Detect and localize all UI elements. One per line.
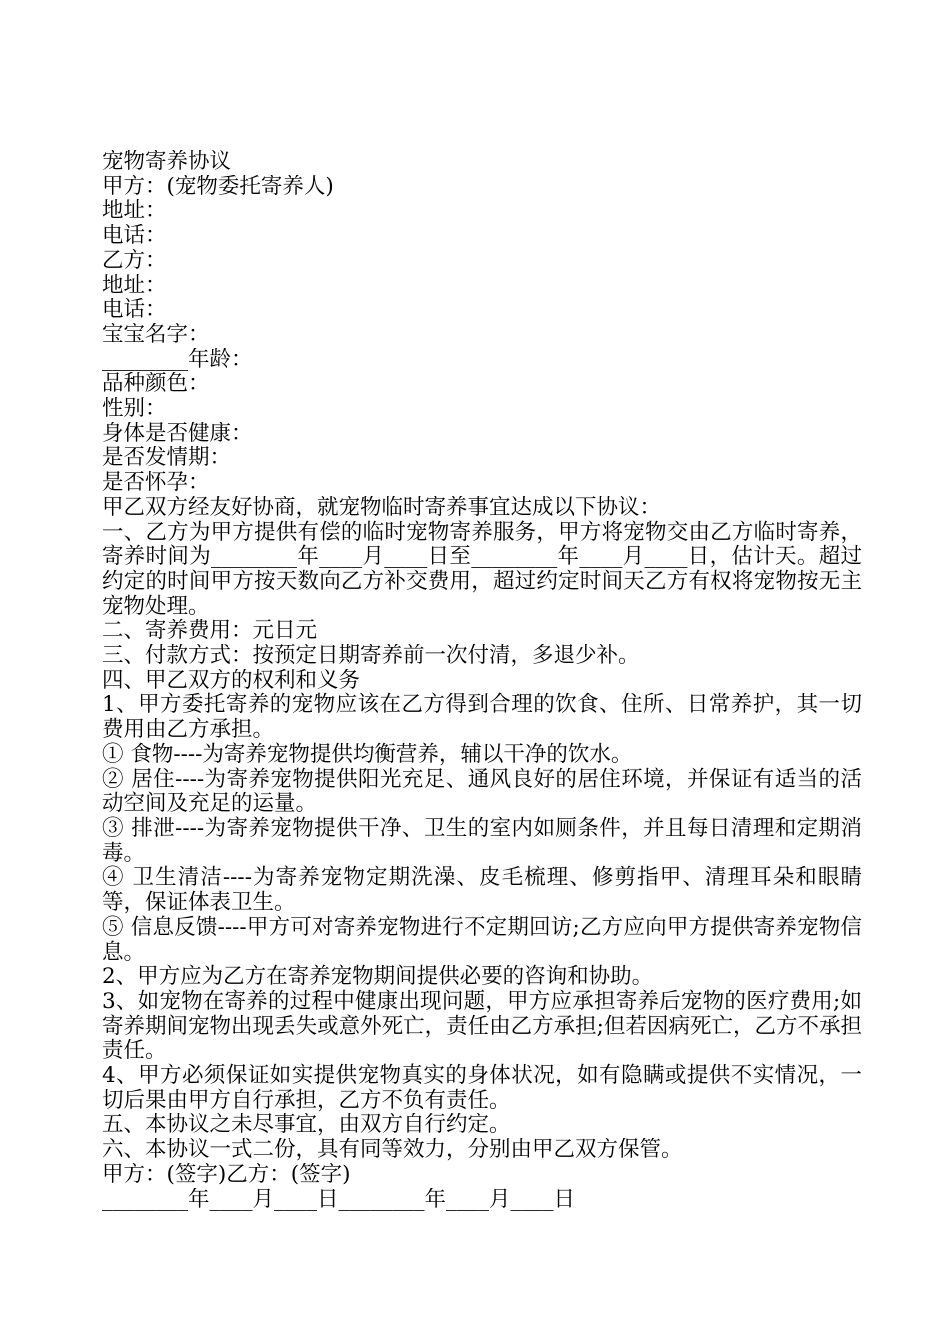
clause-4-item-3: 3、如宠物在寄养的过程中健康出现问题，甲方应承担寄养后宠物的医疗费用;如寄养期间宠物出现丢失或意外死亡，责任由乙方承担;但若因病死亡，乙方不承担责任。 xyxy=(102,988,862,1064)
clause-4-item-4: 4、甲方必须保证如实提供宠物真实的身体状况，如有隐瞒或提供不实情况，一切后果由甲方自行承担，乙方不负有责任。 xyxy=(102,1063,862,1113)
party-b-address: 地址： xyxy=(102,273,167,298)
clause-2: 二、寄养费用：元日元 xyxy=(102,619,318,644)
pet-name-field: 宝宝名字： xyxy=(102,322,210,347)
clause-3: 三、付款方式：按预定日期寄养前一次付清，多退少补。 xyxy=(102,644,640,669)
clause-5: 五、本协议之未尽事宜，由双方自行约定。 xyxy=(102,1113,511,1138)
party-a-line: 甲方：(宠物委托寄养人) xyxy=(102,174,334,199)
party-b-line: 乙方： xyxy=(102,248,167,273)
heat-field: 是否发情期： xyxy=(102,446,232,471)
gender-field: 性别： xyxy=(102,397,167,422)
party-b-phone: 电话： xyxy=(102,298,167,323)
clause-4-sub-housing: ② 居住----为寄养宠物提供阳光充足、通风良好的居住环境，并保证有适当的活动空间及充足的运量。 xyxy=(102,766,862,817)
clause-6: 六、本协议一式二份，具有同等效力，分别由甲乙双方保管。 xyxy=(102,1138,683,1163)
intro-paragraph: 甲乙双方经友好协商，就宠物临时寄养事宜达成以下协议： xyxy=(102,495,662,520)
clause-1: 一、乙方为甲方提供有偿的临时宠物寄养服务，甲方将宠物交由乙方临时寄养，寄养时间为________年____月____日至________年____月____日，估计天。超过约定的时间甲方按天数向乙方补交费用，超过约定时间天乙方有权将宠物按无主宠物处理。 xyxy=(102,519,862,619)
document-title: 宠物寄养协议 xyxy=(102,150,232,174)
health-field: 身体是否健康： xyxy=(102,421,253,446)
agreement-body xyxy=(102,150,862,1212)
breed-color-field: 品种颜色： xyxy=(102,372,210,397)
clause-4-sub-hygiene: ④ 卫生清洁----为寄养宠物定期洗澡、皮毛梳理、修剪指甲、清理耳朵和眼睛等，保证体表卫生。 xyxy=(102,865,862,916)
party-a-address: 地址： xyxy=(102,199,167,224)
clause-4-sub-food: ① 食物----为寄养宠物提供均衡营养，辅以干净的饮水。 xyxy=(102,741,633,767)
clause-4-sub-feedback: ⑤ 信息反馈----甲方可对寄养宠物进行不定期回访;乙方应向甲方提供寄养宠物信息。 xyxy=(102,914,862,965)
pet-age-field: ________年龄： xyxy=(102,347,253,372)
clause-4-item-1: 1、甲方委托寄养的宠物应该在乙方得到合理的饮食、住所、日常养护，其一切费用由乙方承担。 xyxy=(102,692,862,743)
clause-4-sub-excretion: ③ 排泄----为寄养宠物提供干净、卫生的室内如厕条件，并且每日清理和定期消毒。 xyxy=(102,815,862,866)
date-line: ________年____月____日________年____月____日 xyxy=(102,1187,576,1212)
clause-4-item-2: 2、甲方应为乙方在寄养宠物期间提供必要的咨询和协助。 xyxy=(102,964,654,990)
pregnancy-field: 是否怀孕： xyxy=(102,471,210,496)
party-a-phone: 电话： xyxy=(102,224,167,249)
clause-4-heading: 四、甲乙双方的权利和义务 xyxy=(102,668,361,693)
signature-line: 甲方：(签字)乙方：(签字) xyxy=(102,1162,351,1187)
